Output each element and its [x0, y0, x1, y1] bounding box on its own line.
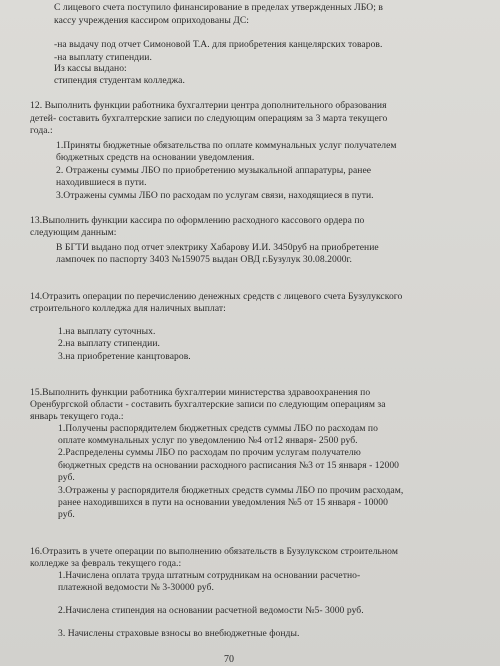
task15-item-1a: 1.Получены распорядителем бюджетных средств суммы ЛБО по расходам по	[58, 423, 378, 434]
task15-item-1b: оплате коммунальных услуг по уведомлению №4 от12 января- 2500 руб.	[58, 435, 358, 446]
task15-item-2c: руб.	[58, 472, 75, 483]
task15-heading-3: январь текущего года.:	[30, 411, 124, 422]
task15-item-2a: 2.Распределены суммы ЛБО по расходам по прочим услугам получателю	[58, 447, 361, 458]
task12-heading-3: года.:	[30, 125, 53, 136]
intro-line-6: стипендия студентам колледжа.	[54, 75, 185, 86]
intro-line-1: С лицевого счета поступило финансирование в пределах утвержденных ЛБО; в	[54, 2, 384, 13]
task16-item-3: 3. Начислены страховые взносы во внебюджетные фонды.	[58, 628, 300, 639]
intro-line-3: -на выдачу под отчет Симоновой Т.А. для приобретения канцелярских товаров.	[54, 39, 383, 50]
task14-item-1: 1.на выплату суточных.	[58, 326, 156, 337]
task14-heading-2: строительного колледжа для наличных выплат:	[30, 303, 226, 314]
task16-item-1b: платежной ведомости № 3-30000 руб.	[58, 582, 214, 593]
task15-item-2b: бюджетных средств на основании расходного расписания №3 от 15 января - 12000	[58, 460, 400, 471]
task15-item-3b: ранее находившихся в пути на основании уведомления №5 от 15 января - 10000	[58, 497, 388, 508]
task13-heading-2: следующим данным:	[30, 227, 117, 238]
task12-item-2b: находившиеся в пути.	[56, 177, 147, 188]
page-number: 70	[224, 654, 235, 665]
task16-heading-2: колледже за февраль текущего года.:	[30, 558, 182, 569]
task12-item-3: 3.Отражены суммы ЛБО по расходам по услугам связи, находящиеся в пути.	[56, 190, 374, 201]
task12-item-1b: бюджетных средств на основании уведомления.	[56, 152, 255, 163]
task12-heading-1: 12. Выполнить функции работника бухгалтерии центра дополнительного образования	[30, 100, 387, 111]
intro-line-4: -на выплату стипендии.	[54, 52, 152, 63]
task16-item-2: 2.Начислена стипендия на основании расчетной ведомости №5- 3000 руб.	[58, 605, 364, 616]
task13-body-2: лампочек по паспорту 3403 №159075 выдан ОВД г.Бузулук 30.08.2000г.	[56, 254, 352, 265]
task13-heading-1: 13.Выполнить функции кассира по оформлению расходного кассового ордера по	[30, 215, 365, 226]
task14-item-2: 2.на выплату стипендии.	[58, 338, 160, 349]
task16-item-1a: 1.Начислена оплата труда штатным сотрудникам на основании расчетно-	[58, 570, 361, 581]
intro-line-2: кассу учреждения кассиром оприходованы ДС:	[54, 15, 250, 26]
task12-item-1a: 1.Приняты бюджетные обязательства по оплате коммунальных услуг получателем	[56, 140, 397, 151]
task15-item-3c: руб.	[58, 509, 75, 520]
task14-item-3: 3.на приобретение канцтоваров.	[58, 351, 191, 362]
task16-heading-1: 16.Отразить в учете операции по выполнению обязательств в Бузулукском строительном	[30, 546, 398, 557]
task13-body-1: В БГТИ выдано под отчет электрику Хабарову И.И. 3450руб на приобретение	[56, 242, 379, 253]
task14-heading-1: 14.Отразить операции по перечислению денежных средств с лицевого счета Бузулукского	[30, 291, 403, 302]
task15-item-3a: 3.Отражены у распорядителя бюджетных средств суммы ЛБО по прочим расходам,	[58, 485, 404, 496]
task12-item-2a: 2. Отражены суммы ЛБО по приобретению музыкальной аппаратуры, ранее	[56, 165, 372, 176]
intro-line-5: Из кассы выдано:	[54, 63, 127, 74]
task15-heading-1: 15.Выполнить функции работника бухгалтерии министерства здравоохранения по	[30, 387, 371, 398]
task15-heading-2: Оренбургской области - составить бухгалтерские записи по следующим операциям за	[30, 399, 386, 410]
task12-heading-2: детей- составить бухгалтерские записи по следующим операциям за 3 марта текущего	[30, 113, 388, 124]
